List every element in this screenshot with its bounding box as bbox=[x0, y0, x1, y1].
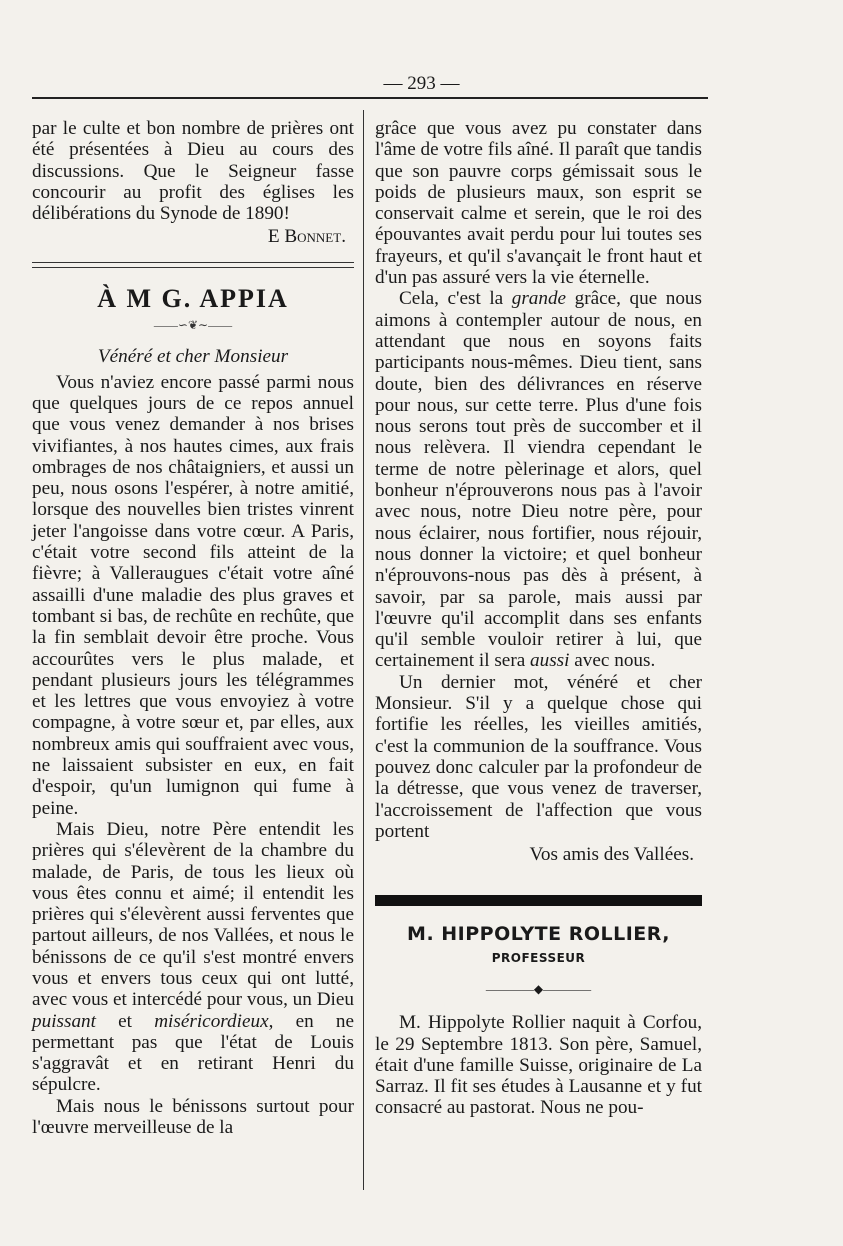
letter-paragraph-2: Mais Dieu, notre Père entendit les prières qui s'élevèrent de la chambre du malade, de Paris, de tous les lieux où vous êtes connu et aimé; il entendit les prières qui s'élevèrent aussi ferventes que partout ailleurs, de nos Vallées, et nous le bénissons de ce qu'il s'est montré envers vous et envers tous ceux qui ont lutté, avec vous et intercédé pour vous, un Dieu puissant et miséricordieux, en ne permettant pas que l'état de Louis s'aggravât et en retirant Henri du sépulcre. bbox=[32, 818, 354, 1096]
section-bar bbox=[375, 895, 702, 906]
page-number: — 293 — bbox=[383, 73, 460, 94]
header-rule bbox=[32, 97, 708, 99]
biography-paragraph: M. Hippolyte Rollier naquit à Corfou, le 29 Septembre 1813. Son père, Samuel, était d'une famille Suisse, originaire de La Sarraz. Il fit ses études à Lausanne et y fut consacré au pastorat. Nous ne pou- bbox=[375, 1012, 702, 1119]
ornament-2: ————◆———— bbox=[485, 981, 592, 996]
section-divider bbox=[32, 262, 354, 268]
salutation: Vénéré et cher Monsieur bbox=[97, 346, 289, 368]
signature-name: Bonnet. bbox=[284, 226, 346, 248]
letter-paragraph-1: Vous n'aviez encore passé parmi nous que quelques jours de ce repos annuel que vous venez demander à nos brises vivifiantes, à nos hautes cimes, aux frais ombrages de nos châtaigniers, et aussi un peu, nous osons l'espérer, à notre amitié, lorsque des nouvelles bien tristes vinrent jeter l'angoisse dans votre cœur. A Paris, c'était votre second fils atteint de la fièvre; à Valleraugues c'était votre aîné assailli d'une maladie des plus graves et tombant si bas, de rechûte en rechûte, que la fin semblait devoir être proche. Vous accourûtes vers le plus malade, et pendant plusieurs jours les télégrammes et les lettres que vous envoyiez à votre compagne, à votre sœur et, par elles, aux nombreux amis qui souffraient avec vous, ne laissaient subsister en eux, en fait d'espoir, qu'un lumignon qui fume à peine. bbox=[32, 371, 354, 819]
right-column bbox=[375, 118, 702, 1119]
signature bbox=[32, 226, 354, 247]
section-title-appia: À M G. APPIA bbox=[97, 283, 289, 313]
ornament: ——∽❦∼—— bbox=[153, 318, 233, 333]
letter-paragraph-5: Un dernier mot, vénéré et cher Monsieur. S'il y a quelque chose qui fortifie les réelles, les vieilles amitiés, c'est la communion de la souffrance. Vous pouvez donc calculer par la profondeur de la détresse, que vous venez de traverser, l'accroissement de l'affection que vous portent bbox=[375, 671, 702, 842]
section-title-rollier: M. HIPPOLYTE ROLLIER, PROFESSEUR bbox=[407, 923, 670, 965]
letter-paragraph-4: Cela, c'est la grande grâce, que nous aimons à contempler autour de nous, en attendant que nous en soyons faits participants nous-mêmes. Dieu tient, sans doute, bien des délivrances en réserve pour nous, sur cette terre. Plus d'une fois nous serons tout près de succomber et il nous relèvera. Il viendra cependant le terme de notre pèlerinage et alors, quel bonheur n'éprouverons nous pas à l'avoir avec nous, notre Dieu notre père, pour nous éclairer, nous fortifier, nous réjouir, nous donner la victoire; et quel bonheur n'éprouvons-nous pas dès à présent, à savoir, par sa parole, mais aussi par l'œuvre qu'il accomplit dans ses enfants qu'il semble vouloir retirer à lui, que certainement il sera aussi avec nous. bbox=[375, 288, 702, 672]
letter-paragraph-3: Mais nous le bénissons surtout pour l'œuvre merveilleuse de la bbox=[32, 1095, 354, 1139]
left-column bbox=[32, 118, 354, 1138]
column-divider bbox=[363, 110, 364, 1190]
letter-paragraph-continued: grâce que vous avez pu constater dans l'âme de votre fils aîné. Il paraît que tandis que son pauvre corps gémissait sous le poids de plusieurs maux, son esprit se conservait calme et serein, que le roi des épouvantes avait perdu pour lui toutes ses frayeurs, et qu'il s'avançait le front haut et d'un pas assuré vers la vie éternelle. bbox=[375, 118, 702, 289]
intro-paragraph: par le culte et bon nombre de prières ont été présentées à Dieu au cours des discussions. Que le Seigneur fasse concourir au profit des églises les délibérations du Synode de 1890! bbox=[32, 118, 354, 225]
closing-signature: Vos amis des Vallées. bbox=[529, 844, 694, 866]
signature-initial: E bbox=[267, 226, 280, 248]
